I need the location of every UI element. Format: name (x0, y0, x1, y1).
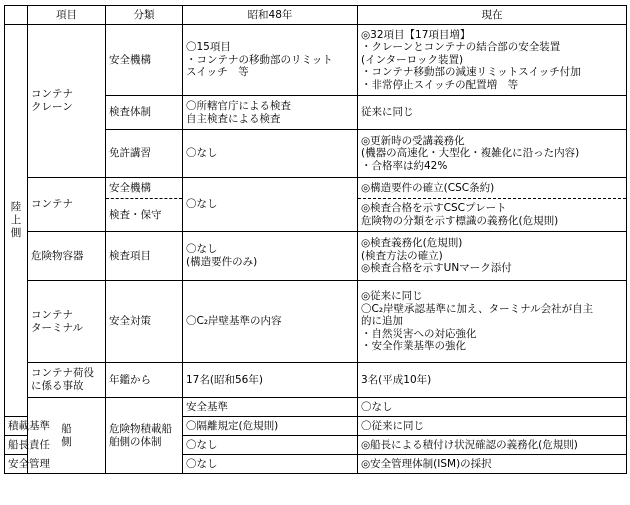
crane-item-line1: コンテナ (31, 88, 73, 101)
ship-captain-s48: 〇なし (183, 436, 358, 455)
crane-license-s48-line: 〇なし (186, 147, 218, 160)
crane-inspection-now-line: 従来に同じ (361, 106, 414, 119)
section-land-label: 陸上側 (10, 201, 22, 239)
crane-item (28, 25, 106, 178)
container-s48-line: 〇なし (186, 198, 218, 211)
header-row (5, 6, 627, 25)
crane-inspection-s48 (183, 96, 358, 130)
ship-item (106, 398, 183, 474)
crane-inspection-category: 検査体制 (106, 96, 183, 130)
ship-item-line2: 舶側の体制 (109, 435, 162, 448)
ship-item-line1: 危険物積載船 (109, 422, 172, 435)
ship-captain-now: ◎船長による積付け状況確認の義務化(危規則) (358, 436, 627, 455)
terminal-now-line: ◎従来に同じ (361, 290, 423, 303)
ship-loading-category: 積載基準 (5, 417, 28, 436)
crane-safety-s48-line: 〇15項目 (186, 41, 231, 54)
terminal-category: 安全対策 (106, 281, 183, 363)
crane-license-now-line: (機器の高速化・大型化・複雑化に沿った内容) (361, 147, 580, 160)
crane-license-now (358, 130, 627, 178)
header-s48: 昭和48年 (183, 6, 358, 25)
terminal-now-line: 〇C₂岸壁承認基準に加え、ターミナル会社が自主 (361, 302, 594, 315)
terminal-item-line1: コンテナ (31, 308, 73, 321)
accident-item-line1: コンテナ荷役 (31, 367, 94, 380)
hazard-row (5, 232, 627, 281)
accident-s48: 17名(昭和56年) (183, 363, 358, 398)
ship-row-1 (5, 398, 627, 417)
ship-management-now: ◎安全管理体制(ISM)の採択 (358, 455, 627, 474)
ship-management-s48: 〇なし (183, 455, 358, 474)
hazard-now-line: (検査方法の確立) (361, 249, 443, 262)
container-maintenance-now-line: ◎検査合格を示すCSCプレート (361, 202, 507, 215)
accident-now: 3名(平成10年) (358, 363, 627, 398)
crane-safety-category: 安全機構 (106, 25, 183, 96)
crane-license-category: 免許講習 (106, 130, 183, 178)
hazard-now-line: ◎検査合格を示すUNマーク添付 (361, 262, 512, 275)
terminal-now (358, 281, 627, 363)
container-safety-now-line: ◎構造要件の確立(CSC条約) (361, 181, 495, 194)
header-blank (5, 6, 28, 25)
container-row-1 (5, 178, 627, 199)
terminal-item (28, 281, 106, 363)
crane-item-line2: クレーン (31, 101, 73, 113)
crane-safety-now-line: ・クレーンとコンテナの結合部の安全装置 (361, 41, 561, 54)
ship-safety-s48: 〇なし (358, 398, 627, 417)
section-ship-label: 船側 (61, 422, 72, 448)
section-land (5, 25, 28, 417)
header-now: 現在 (358, 6, 627, 25)
container-s48 (183, 178, 358, 232)
accident-category: 年鑑から (106, 363, 183, 398)
terminal-s48-line: 〇C₂岸壁基準の内容 (186, 315, 282, 328)
crane-safety-s48 (183, 25, 358, 96)
terminal-now-line: ・自然災害への対応強化 (361, 327, 477, 340)
container-maintenance-now-line: 危険物の分類を示す標識の義務化(危規則) (361, 215, 559, 227)
crane-safety-now-line: ◎32項目【17項目増】 (361, 28, 471, 41)
crane-safety-now-line: ・コンテナ移動部の減速リミットスイッチ付加 (361, 66, 581, 79)
crane-safety-now-line: ・非常停止スイッチの配置増 等 (361, 78, 519, 91)
crane-license-now-line: ・合格率は約42% (361, 159, 448, 172)
crane-inspection-s48-line: 自主検査による検査 (186, 112, 281, 125)
hazard-now-line: ◎検査義務化(危規則) (361, 237, 463, 250)
container-safety-category: 安全機構 (106, 178, 183, 199)
comparison-table (4, 5, 627, 474)
accident-row (5, 363, 627, 398)
accident-item (28, 363, 106, 398)
terminal-now-line: ・安全作業基準の強化 (361, 340, 466, 353)
header-category: 分類 (106, 6, 183, 25)
hazard-s48 (183, 232, 358, 281)
ship-management-category: 安全管理 (5, 455, 28, 474)
crane-safety-now-line: (インターロック装置) (361, 53, 464, 66)
ship-loading-now: 〇従来に同じ (358, 417, 627, 436)
crane-license-s48 (183, 130, 358, 178)
crane-inspection-s48-line: 〇所轄官庁による検査 (186, 99, 291, 112)
terminal-item-line2: ターミナル (31, 321, 83, 334)
ship-captain-category: 船長責任 (5, 436, 28, 455)
terminal-now-line: 的に追加 (361, 315, 403, 328)
hazard-category: 検査項目 (106, 232, 183, 281)
container-maintenance-now (358, 199, 627, 232)
crane-safety-now (358, 25, 627, 96)
hazard-item: 危険物容器 (28, 232, 106, 281)
ship-safety-category: 安全基準 (183, 398, 358, 417)
hazard-s48-line: 〇なし (186, 243, 218, 256)
container-safety-now (358, 178, 627, 199)
hazard-now (358, 232, 627, 281)
ship-loading-s48: 〇隔離規定(危規則) (183, 417, 358, 436)
terminal-row (5, 281, 627, 363)
header-item: 項目 (28, 6, 106, 25)
hazard-s48-line: (構造要件のみ) (186, 256, 258, 268)
crane-row-1 (5, 25, 627, 96)
terminal-s48 (183, 281, 358, 363)
container-maintenance-category: 検査・保守 (106, 199, 183, 232)
crane-inspection-now (358, 96, 627, 130)
crane-license-now-line: ◎更新時の受講義務化 (361, 134, 465, 147)
container-item: コンテナ (28, 178, 106, 232)
crane-safety-s48-line: スイッチ 等 (186, 66, 249, 79)
crane-safety-s48-line: ・コンテナの移動部のリミット (186, 53, 333, 66)
accident-item-line2: に係る事故 (31, 380, 84, 392)
